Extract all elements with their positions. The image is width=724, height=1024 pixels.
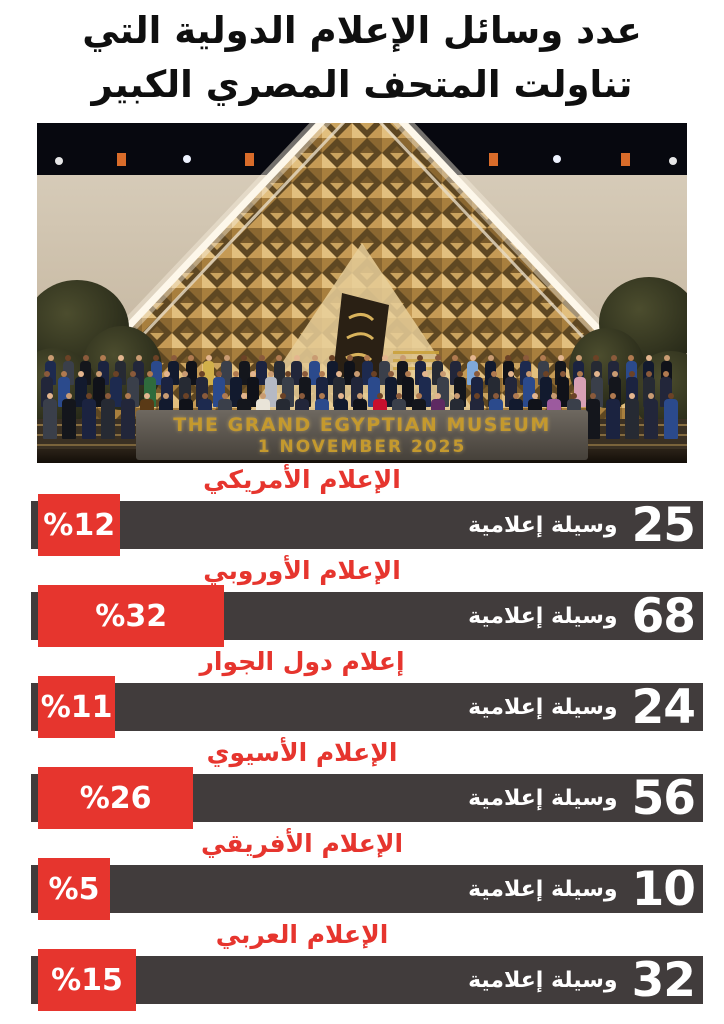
count-value: 25 <box>631 497 695 553</box>
category-label: الإعلام الأمريكي <box>203 465 401 494</box>
percent-badge <box>38 949 136 1011</box>
event-banner <box>136 410 588 460</box>
category-label: الإعلام العربي <box>215 920 389 949</box>
bar-value <box>458 679 703 735</box>
unit-label: وسيلة إعلامية <box>468 694 618 720</box>
banner-title: THE GRAND EGYPTIAN MUSEUM <box>173 413 551 436</box>
crowd-person <box>644 399 658 439</box>
crowd-person <box>606 399 620 439</box>
unit-label: وسيلة إعلامية <box>468 603 618 629</box>
count-value: 56 <box>631 770 695 826</box>
media-category-row <box>0 466 724 557</box>
unit-label: وسيلة إعلامية <box>468 876 618 902</box>
unit-label: وسيلة إعلامية <box>468 512 618 538</box>
percent-value: %15 <box>51 962 123 998</box>
count-value: 32 <box>631 952 695 1008</box>
media-category-row <box>0 921 724 1012</box>
percent-value: %32 <box>95 598 168 634</box>
count-value: 10 <box>631 861 695 917</box>
crowd-person <box>664 399 678 439</box>
category-label: إعلام دول الجوار <box>199 647 405 676</box>
bar <box>31 494 703 556</box>
page-title <box>0 4 724 112</box>
banner-date: 1 NOVEMBER 2025 <box>257 436 467 457</box>
crowd-person <box>43 399 57 439</box>
crowd-person <box>82 399 96 439</box>
category-label: الإعلام الأوروبي <box>203 556 401 585</box>
crowd-person <box>62 399 76 439</box>
percent-value: %26 <box>79 780 152 816</box>
percent-value: %5 <box>48 871 100 907</box>
count-value: 68 <box>631 588 695 644</box>
crowd-person <box>625 399 639 439</box>
bar-value <box>458 861 703 917</box>
bar <box>31 585 703 647</box>
crowd-person <box>101 399 115 439</box>
count-value: 24 <box>631 679 695 735</box>
bar <box>31 949 703 1011</box>
media-bar-chart <box>0 466 724 1012</box>
crowd-person <box>121 399 135 439</box>
bar <box>31 858 703 920</box>
bar <box>31 767 703 829</box>
unit-label: وسيلة إعلامية <box>468 967 618 993</box>
media-category-row <box>0 648 724 739</box>
percent-badge <box>38 767 193 829</box>
percent-value: %11 <box>40 689 113 725</box>
crowd-person <box>586 399 600 439</box>
category-label: الإعلام الأسيوي <box>206 738 398 767</box>
bar-value <box>458 497 703 553</box>
page-title-line2: تناولت المتحف المصري الكبير <box>91 63 633 106</box>
category-label: الإعلام الأفريقي <box>200 829 404 858</box>
percent-badge <box>38 858 110 920</box>
media-category-row <box>0 557 724 648</box>
percent-badge <box>38 494 120 556</box>
bar-value <box>458 952 703 1008</box>
media-category-row <box>0 830 724 921</box>
event-photo <box>37 123 687 463</box>
page-title-line1: عدد وسائل الإعلام الدولية التي <box>82 9 642 52</box>
bar-value <box>458 588 703 644</box>
bar-value <box>458 770 703 826</box>
percent-value: %12 <box>43 507 116 543</box>
media-category-row <box>0 739 724 830</box>
unit-label: وسيلة إعلامية <box>468 785 618 811</box>
percent-badge <box>38 585 224 647</box>
percent-badge <box>38 676 115 738</box>
bar <box>31 676 703 738</box>
